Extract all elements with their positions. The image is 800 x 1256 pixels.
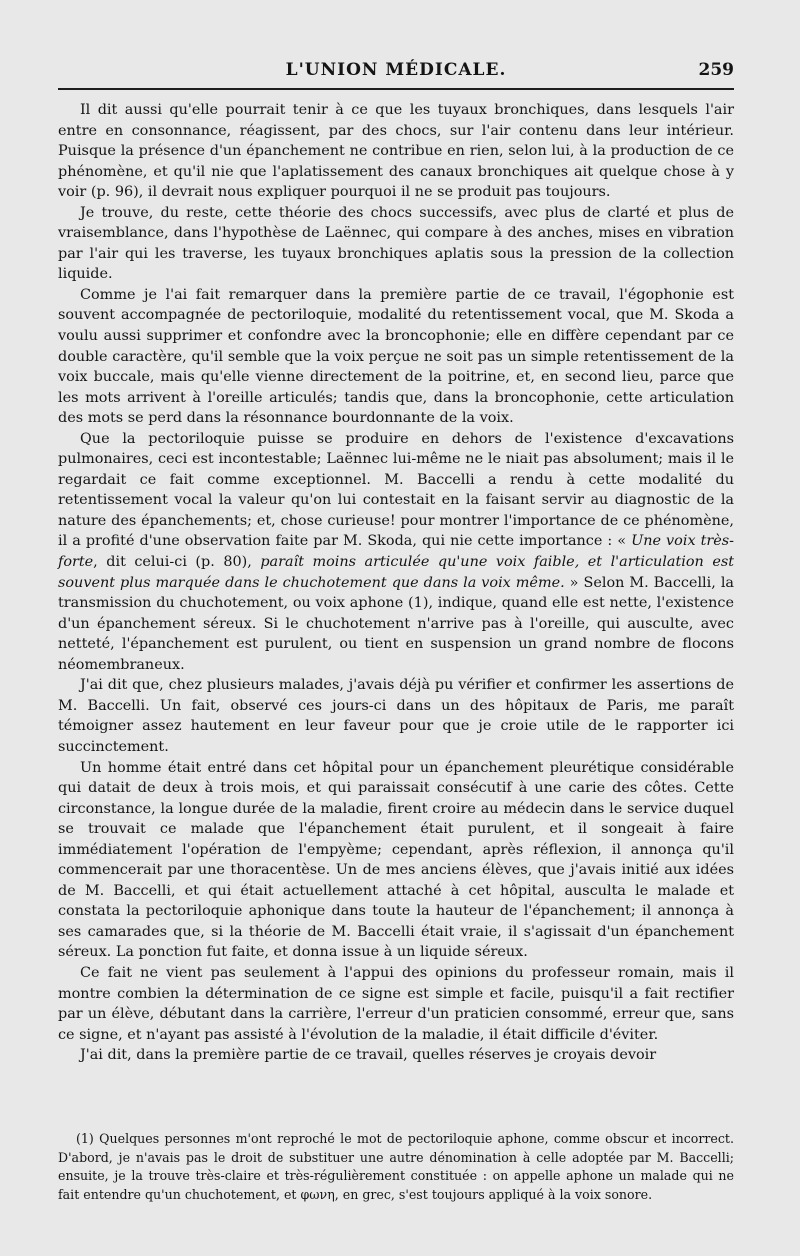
paragraph: Comme je l'ai fait remarquer dans la première partie de ce travail, l'égophonie est souvent accompagnée de pectoriloquie, modalité du retentissement vocal, que M. Skoda a voulu aussi supprimer et confondre avec la broncophonie; elle en diffère cependant par ce double caractère, qu'il semble que la voix perçue ne soit pas un simple retentissement de la voix buccale, mais qu'elle vienne directement de la poitrine, et, en second lieu, parce que les mots arrivent à l'oreille articulés; tandis que, dans la broncophonie, cette articulation des mots se perd dans la résonnance bourdonnante de la voix. [58, 286, 734, 427]
paragraph-text: » Selon M. Baccelli, la transmission du chuchotement, ou voix aphone (1), indique, quand elle est nette, l'existence d'un épanchement séreux. Si le chuchotement n'arrive pas à l'oreille, qui ausculte, avec netteté, l'épanchement est purulent, ou tient en suspension un grand nombre de flocons néomembraneux. [58, 574, 735, 673]
paragraph: Ce fait ne vient pas seulement à l'appui des opinions du professeur romain, mais il montre combien la détermination de ce signe est simple et facile, puisqu'il a fait rectifier par un élève, débutant dans la carrière, l'erreur d'un praticien consommé, erreur que, sans ce signe, et n'ayant pas assisté à l'évolution de la maladie, il était difficile d'éviter. [58, 964, 734, 1043]
footnote: (1) Quelques personnes m'ont reproché le mot de pectoriloquie aphone, comme obscur et incorrect. D'abord, je n'avais pas le droit de substituer une autre dénomination à celle adoptée par M. Baccelli; ensuite, je la trouve très-claire et très-régulièrement constituée : on appelle aphone un malade qui ne fait entendre qu'un chuchotement, et φωνη, en grec, s'est toujours appliqué à la voix sonore. [58, 1131, 734, 1202]
body-text [58, 100, 734, 1066]
paragraph [58, 429, 734, 676]
paragraph: Un homme était entré dans cet hôpital pour un épanchement pleurétique considérable qui datait de deux à trois mois, et qui paraissait consécutif à une carie des côtes. Cette circonstance, la longue durée de la maladie, firent croire au médecin dans le service duquel se trouvait ce malade que l'épanchement était purulent, et il songeait à faire immédiatement l'opération de l'empyème; cependant, après réflexion, il annonça qu'il commencerait par une thoracentèse. Un de mes anciens élèves, que j'avais initié aux idées de M. Baccelli, et qui était actuellement attaché à cet hôpital, ausculta le malade et constata la pectoriloquie aphonique dans toute la hauteur de l'épanchement; il annonça à ses camarades que, si la théorie de M. Baccelli était vraie, il s'agissait d'un épanchement séreux. La ponction fut faite, et donna issue à un liquide séreux. [58, 759, 734, 961]
paragraph-text: Que la pectoriloquie puisse se produire en dehors de l'existence d'excavations pulmonaires, ceci est incontestable; Laënnec lui-même ne le niait pas absolument; mais il le regardait ce fait comme exceptionnel. M. Baccelli a rendu à cette modalité du retentissement vocal la valeur qu'on lui contestait en la faisant servir au diagnostic de la nature des épanchements; et, chose curieuse! pour montrer l'importance de ce phénomène, il a profité d'une observation faite par M. Skoda, qui nie cette importance : « [58, 430, 734, 550]
footnotes [58, 1130, 734, 1204]
paragraph: J'ai dit, dans la première partie de ce travail, quelles réserves je croyais devoir [80, 1047, 657, 1064]
quote-italic: Une voix très-forte [58, 533, 735, 571]
page-number: 259 [698, 60, 734, 80]
paragraph-text: , dit celui-ci (p. 80), [93, 554, 261, 571]
paragraph: Il dit aussi qu'elle pourrait tenir à ce que les tuyaux bronchiques, dans lesquels l'air entre en consonnance, réagissent, par des chocs, sur l'air contenu dans leur intérieur. Puisque la présence d'un épanchement ne contribue en rien, selon lui, à la production de ce phénomène, et qu'il nie que l'aplatissement des canaux bronchiques ait quelque chose à y voir (p. 96), il devrait nous expliquer pourquoi il ne se produit pas toujours. [58, 102, 734, 201]
quote-italic: paraît moins articulée qu'une voix faible, et l'articulation est souvent plus marquée dans le chuchotement que dans la voix même. [58, 554, 734, 591]
paragraph: Je trouve, du reste, cette théorie des chocs successifs, avec plus de clarté et plus de vraisemblance, dans l'hypothèse de Laënnec, qui compare à des anches, mises en vibration par l'air qui les traverse, les tuyaux bronchiques aplatis sous la pression de la collection liquide. [58, 204, 734, 283]
running-title: L'UNION MÉDICALE. [285, 60, 507, 80]
page-header [58, 58, 734, 90]
paragraph: J'ai dit que, chez plusieurs malades, j'avais déjà pu vérifier et confirmer les assertions de M. Baccelli. Un fait, observé ces jours-ci dans un des hôpitaux de Paris, me paraît témoigner assez hautement en leur faveur pour que je croie utile de le rapporter ici succinctement. [58, 677, 734, 755]
